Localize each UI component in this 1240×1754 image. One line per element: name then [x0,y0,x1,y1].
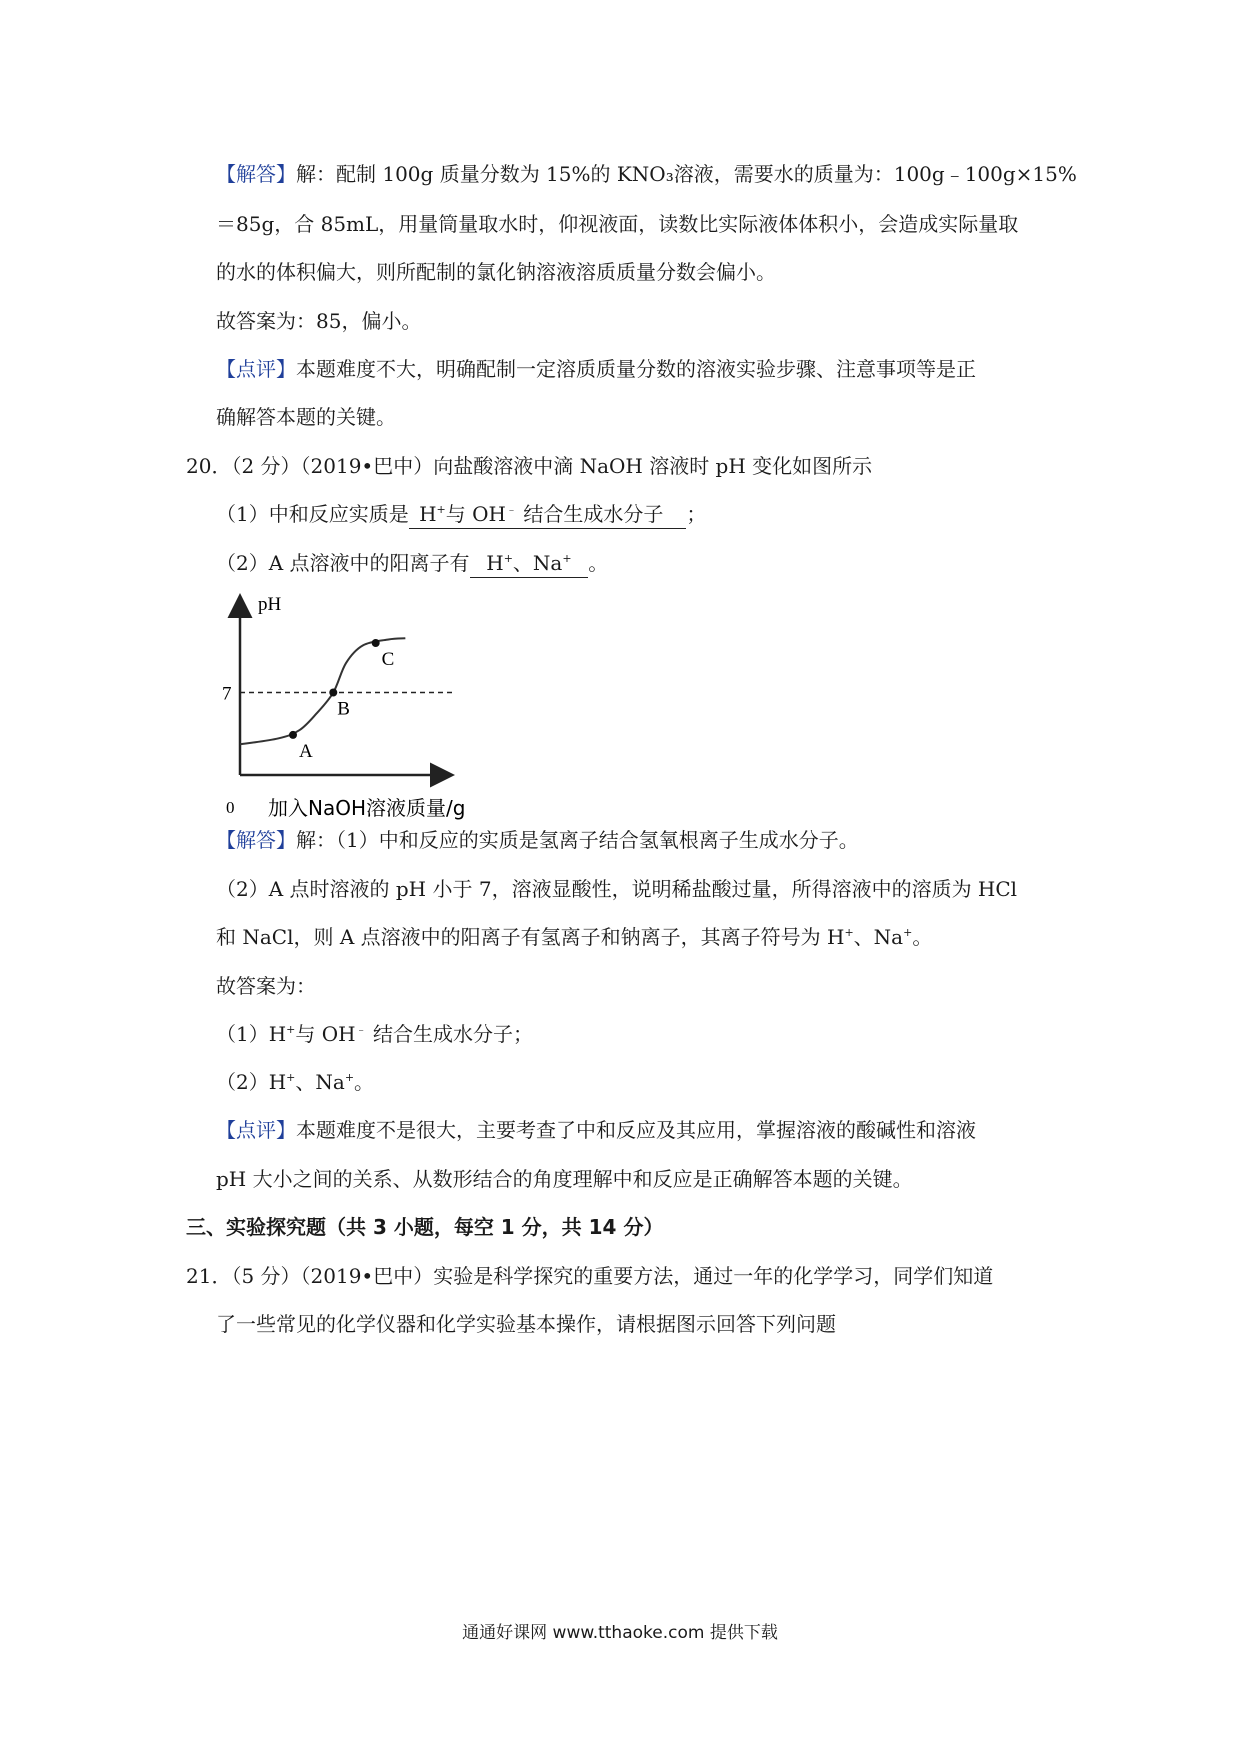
text: （1）H [216,1022,287,1046]
text: H [486,551,504,575]
text-line: 故答案为：85，偏小。 [216,309,422,333]
text: （2）H [216,1070,287,1094]
text: 与 OH [295,1022,356,1046]
text-line: （2）A 点时溶液的 pH 小于 7，溶液显酸性，说明稀盐酸过量，所得溶液中的溶质为 HCl [216,877,1018,901]
text: 、Na [853,925,904,949]
point-c-label: C [381,649,395,670]
curve-points [289,639,394,762]
text-line: pH 大小之间的关系、从数形结合的角度理解中和反应是正确解答本题的关键。 [216,1167,913,1191]
text-line: 故答案为： [216,974,316,998]
text: 解：（1）中和反应的实质是氢离子结合氢氧根离子生成水分子。 [296,828,859,852]
text-line: 了一些常见的化学仪器和化学实验基本操作，请根据图示回答下列问题 [216,1312,836,1336]
section-heading: 三、实验探究题（共 3 小题，每空 1 分，共 14 分） [186,1215,664,1239]
text: 本题难度不大，明确配制一定溶质质量分数的溶液实验步骤、注意事项等是正 [296,357,976,381]
text: 与 OH [445,502,506,526]
text: 、Na [295,1070,345,1094]
superscript: + [903,926,913,939]
point-b-marker [329,689,337,697]
question-21-stem: 21．（5 分）（2019•巴中）实验是科学探究的重要方法，通过一年的化学学习，同学们知道 [186,1264,994,1288]
text: （1）中和反应实质是 [216,502,409,526]
question-20-part-1 [216,500,706,529]
superscript: + [286,1071,296,1084]
comment-paragraph-line [216,355,976,383]
text-line [216,923,932,951]
question-20-stem: 20．（2 分）（2019•巴中）向盐酸溶液中滴 NaOH 溶液时 pH 变化如图所示 [186,454,873,478]
superscript: ﹣ [505,503,517,516]
superscript: + [286,1023,296,1036]
point-b-label: B [337,698,350,720]
text-line [216,1068,374,1096]
text: 。 [912,925,933,949]
text: 。 [588,551,609,575]
y-axis-label: pH [258,594,282,615]
text: 本题难度不是很大，主要考查了中和反应及其应用，掌握溶液的酸碱性和溶液 [296,1118,976,1142]
comment-tag: 【点评】 [216,357,296,381]
page-footer: 通通好课网 www.tthaoke.com 提供下载 [462,1623,778,1643]
superscript: + [503,552,513,565]
answer-blank [409,500,687,529]
comment-20-line [216,1116,976,1144]
origin-label: 0 [226,798,235,817]
text: 和 NaCl，则 A 点溶液中的阳离子有氢离子和钠离子，其离子符号为 H [216,925,845,949]
ph-titration-chart [200,590,480,820]
answer-20-line [216,826,859,854]
answer-blank [470,549,589,578]
text-line: 的水的体积偏大，则所配制的氯化钠溶液溶质质量分数会偏小。 [216,260,776,284]
point-a-marker [289,731,297,739]
superscript: + [436,503,446,516]
comment-tag: 【点评】 [216,1118,296,1142]
answer-tag: 【解答】 [216,828,296,852]
x-axis-label: 加入NaOH溶液质量/g [268,796,466,820]
question-20-part-2 [216,549,608,578]
ph-curve [240,638,405,744]
superscript: + [344,1071,355,1084]
answer-paragraph-line [216,160,1077,188]
superscript: + [844,926,854,939]
superscript: ﹣ [355,1023,367,1036]
point-a-label: A [299,740,313,762]
text: 。 [354,1070,375,1094]
text: （2）A 点溶液中的阳离子有 [216,551,470,575]
text: 结合生成水分子 [523,502,664,526]
answer-tag: 【解答】 [216,162,296,186]
ph-7-label: 7 [222,683,232,705]
text: 结合生成水分子； [372,1022,533,1046]
text: H [419,502,437,526]
text-line [216,1020,533,1048]
text: ； [686,502,707,526]
text: 、Na [512,551,563,575]
text-line: ＝85g，合 85mL，用量筒量取水时，仰视液面，读数比实际液体体积小，会造成实际量取 [216,212,1019,236]
point-c-marker [372,639,380,647]
text-line: 确解答本题的关键。 [216,405,396,429]
superscript: + [562,552,572,565]
text: 解：配制 100g 质量分数为 15%的 KNO₃溶液，需要水的质量为：100g﹣100g×15% [296,162,1077,186]
